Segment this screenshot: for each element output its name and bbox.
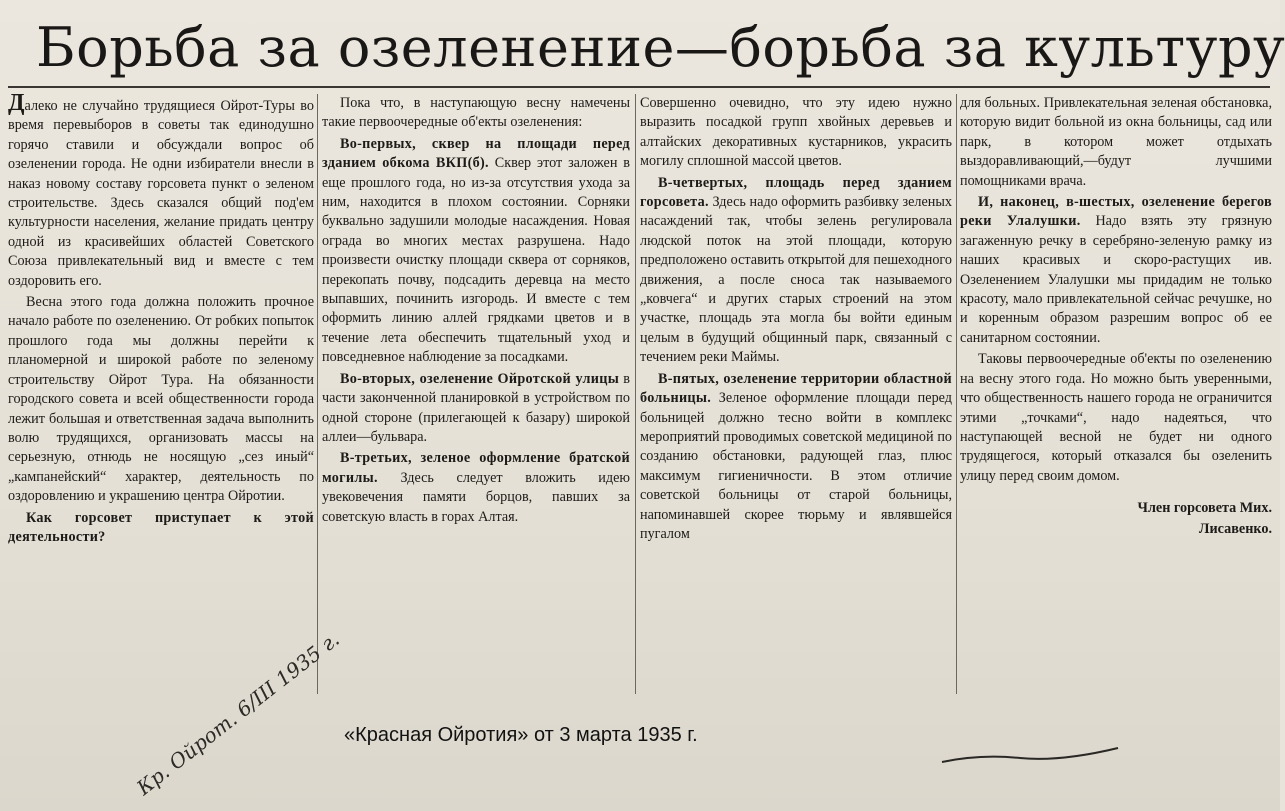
- column-divider: [635, 94, 636, 694]
- article-paragraph: [8, 90, 314, 291]
- paragraph-lead: В-пятых, озеленение территории областной больницы.: [640, 370, 952, 407]
- paragraph-lead: Во-вторых, озеленение Ойротской улицы: [340, 370, 620, 387]
- paragraph-text: Здесь надо оформить разбивку зеленых насаждений так, чтобы зелень регулировала людской поток на этой площади, которую предположено оставить открытой для пешеходного движения, а после сноса так называемого „ковчега“ и других старых строений на этом участке, площадь эта могла бы войти единым целым в будущий общинный парк, связанный с течением реки Маймы.: [640, 194, 952, 366]
- paragraph-lead: В-четвертых, площадь перед зданием горсовета.: [640, 174, 952, 211]
- handwritten-date-note: [120, 627, 344, 800]
- paragraph-text: Как горсовет приступает к этой деятельности?: [8, 509, 314, 545]
- article-column-3: [640, 94, 952, 694]
- paragraph-text: алеко не случайно трудящиеся Ойрот-Туры во время перевыборов в советы так единодушно горячо ставили и обсуждали вопрос об озеленении города. Не одни избиратели внесли в наказ новому составу горсовета пункт о зеленом строительстве. Здесь сказался общий под'ем культурности населения, желание придать центру одной из красивейших областей Советского Союза привлекательный вид и вместе с тем оздоровить его.: [8, 98, 314, 289]
- author-signature: [960, 498, 1272, 540]
- article-paragraph: [8, 293, 314, 506]
- article-paragraph: [8, 509, 314, 548]
- article-paragraph: [322, 370, 630, 448]
- signature-line: Член горсовета Мих.: [1137, 500, 1272, 517]
- column-divider: [956, 94, 957, 694]
- signature-line: Лисавенко.: [1198, 521, 1272, 538]
- article-paragraph: [640, 370, 952, 545]
- paragraph-text: в части законченной планировкой в устройством по одной стороне (прилегающей к базару) широкой аллеи—бульвара.: [322, 370, 630, 445]
- article-column-1: [8, 90, 314, 694]
- drop-cap: Д: [8, 90, 25, 116]
- article-paragraph: [960, 350, 1272, 486]
- article-paragraph: [322, 135, 630, 368]
- paragraph-text: Весна этого года должна положить прочное начало работе по озеленению. От робких попыток прошлого года мы должны перейти к планомерной и широкой работе по зеленому строительству Ойрот Тура. На обязанности городского совета и всей общественности города лежит большая и ответственная задача выполнить волю трудящихся, организовать массы на серьезную, отнюдь не носящую „сез иный“ „кампанейский“ характер, деятельность по оздоровлению и украшению центра Ойротии.: [8, 294, 314, 505]
- paragraph-lead: Во-первых, сквер на площади перед зданием обкома ВКП(б).: [322, 135, 630, 172]
- paragraph-text: Совершенно очевидно, что эту идею нужно выразить посадкой групп хвойных деревьев и алтайских декоративных кустарников, украсить могилу сплошной массой цветов.: [640, 95, 952, 170]
- column-divider: [317, 94, 318, 694]
- article-paragraph: [640, 94, 952, 172]
- source-caption: «Красная Ойротия» от 3 марта 1935 г.: [344, 724, 698, 746]
- paragraph-text: Здесь следует вложить идею увековечения памяти борцов, павших за советскую власть в горах Алтая.: [322, 469, 630, 525]
- paragraph-text: Таковы первоочередные об'екты по озеленению на весну этого года. Но можно быть уверенными, что общественность нашего города не ограничится этими „точками“, надо надеяться, что наступающей весной не будет ни одного трудящегося, который отказался бы озеленить улицу перед своим домом.: [960, 351, 1272, 484]
- article-paragraph: [640, 174, 952, 368]
- article-paragraph: [322, 94, 630, 133]
- article-column-4: [960, 94, 1272, 694]
- paragraph-text: Пока что, в наступающую весну намечены такие первоочередные об'екты озеленения:: [322, 95, 630, 131]
- paragraph-lead: В-третьих, зеленое оформление братской могилы.: [322, 450, 630, 486]
- paragraph-text: Сквер этот заложен в еще прошлого года, но из-за отсутствия ухода за ним, находится в плохом состоянии. Сорняки буквально задушили молодые насаждения. Новая ограда во многих местах разрушена. Надо произвести очистку площади сквера от сорняков, перекопать почву, подсадить деревца на место выпавших, починить изгородь. И вместе с тем оформить линию аллей грядками цветов и в течение лета обеспечить тщательный уход и повседневное наблюдение за посадками.: [322, 155, 630, 366]
- article-column-2: [322, 94, 630, 694]
- article-paragraph: [322, 449, 630, 527]
- paper-tear-mark: [940, 742, 1120, 772]
- handwritten-note-text: Кр. Ойрот. 6/III 1935 г.: [132, 627, 344, 800]
- article-paragraph: [960, 193, 1272, 348]
- article-headline: Борьба за озеленение—борьба за культуру: [36, 16, 1285, 79]
- article-paragraph: [960, 94, 1272, 191]
- headline-rule: [8, 86, 1270, 88]
- paragraph-text: для больных. Привлекательная зеленая обстановка, которую видит больной из окна больницы, сад или парк, в котором может отдыхать выздоравливающий,—будут лучшими помощниками врача.: [960, 95, 1272, 189]
- paragraph-text: Надо взять эту грязную загаженную речку в серебряно-зеленую рамку из наших красивых и скоро-растущих ив. Озеленением Улалушки мы придадим не только красоту, мало привлекательной сейчас речушке, но и коренным образом разрешим вопрос об ее санитарном состоянии.: [960, 213, 1272, 346]
- paragraph-lead: И, наконец, в-шестых, озеленение берегов реки Улалушки.: [960, 194, 1272, 230]
- paragraph-text: Зеленое оформление площади перед больницей должно тесно войти в комплекс мероприятий проводимых советской медициной по созданию обстановки, радующей глаз, плюс максимум гигиеничности. В этом отличие советской больницы от старой больницы, напоминавшей скорее тюрьму и являвшейся пугалом: [640, 390, 952, 542]
